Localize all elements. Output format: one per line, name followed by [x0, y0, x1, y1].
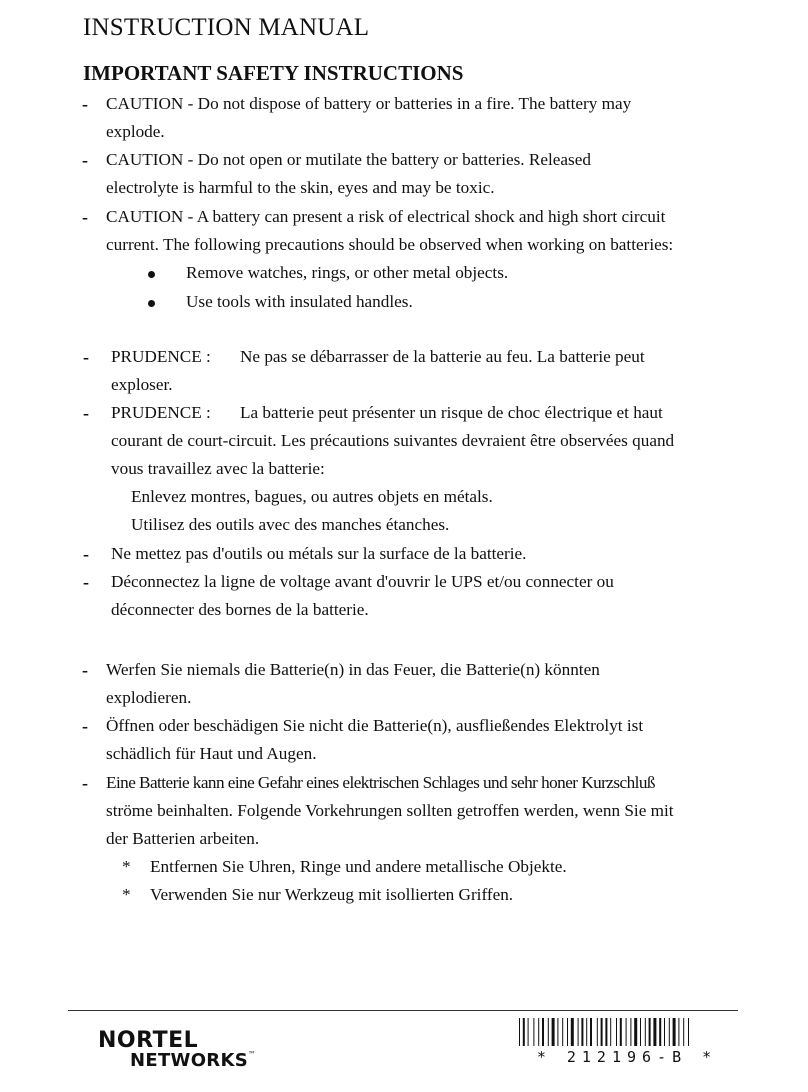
logo-wordmark-bottom-text: NETWORKS — [130, 1050, 248, 1071]
barcode-bar — [542, 1018, 544, 1046]
text-line: schädlich für Haut und Augen. — [106, 744, 317, 763]
prudence-label: PRUDENCE : — [111, 403, 211, 422]
barcode-text: * 212196-B * — [536, 1048, 718, 1066]
dash-marker: - — [82, 773, 88, 793]
section-title: IMPORTANT SAFETY INSTRUCTIONS — [83, 61, 464, 85]
barcode-bar — [519, 1018, 520, 1046]
text-line: Eine Batterie kann eine Gefahr eines elektrischen Schlages und sehr honer Kurzschluß — [106, 773, 655, 792]
text-line: Déconnectez la ligne de voltage avant d'ouvrir le UPS et/ou connecter ou — [111, 572, 614, 591]
dash-marker: - — [83, 403, 89, 423]
barcode-bar — [673, 1018, 676, 1046]
barcode-bar — [523, 1018, 525, 1046]
prudence-label: PRUDENCE : — [111, 347, 211, 366]
german-item-3 — [82, 769, 737, 853]
barcode-bar — [664, 1018, 665, 1046]
dash-marker: - — [82, 716, 88, 736]
barcode-bar — [610, 1018, 611, 1046]
dash-marker: - — [83, 572, 89, 592]
prudence-item-1 — [83, 343, 737, 399]
barcode-bar — [626, 1018, 627, 1046]
barcode-bar — [634, 1018, 637, 1046]
star-item: Verwenden Sie nur Werkzeug mit isollierten Griffen. — [150, 885, 514, 904]
trademark-symbol: ™ — [247, 1050, 257, 1059]
bullet-icon — [148, 300, 155, 307]
barcode-bar — [581, 1018, 583, 1046]
barcode — [518, 1018, 736, 1070]
dash-marker: - — [82, 94, 88, 114]
indent-item: Enlevez montres, bagues, ou autres objets en métals. — [131, 487, 493, 506]
bullet-item: Use tools with insulated handles. — [186, 292, 413, 311]
text-line: vous travaillez avec la batterie: — [111, 459, 325, 478]
barcode-bar — [578, 1018, 579, 1046]
barcode-bar — [557, 1018, 558, 1046]
text-line: CAUTION - Do not open or mutilate the battery or batteries. Released — [106, 150, 591, 169]
footer-rule — [68, 1010, 738, 1011]
barcode-bar — [567, 1018, 568, 1046]
indent-item: Utilisez des outils avec des manches étanches. — [131, 515, 450, 534]
text-line: La batterie peut présenter un risque de choc électrique et haut — [240, 403, 663, 422]
dash-marker: - — [83, 347, 89, 367]
dash-marker: - — [82, 660, 88, 680]
star-marker: * — [122, 885, 131, 904]
text-line: explode. — [106, 122, 165, 141]
barcode-bar — [645, 1018, 646, 1046]
text-line: Ne mettez pas d'outils ou métals sur la surface de la batterie. — [111, 544, 527, 563]
barcode-bar — [678, 1018, 679, 1046]
barcode-bar — [586, 1018, 587, 1046]
text-line: der Batterien arbeiten. — [106, 829, 260, 848]
dash-marker: - — [83, 544, 89, 564]
german-item-1 — [82, 656, 737, 712]
logo-wordmark-top: NORTEL — [98, 1028, 199, 1053]
text-line: Öffnen oder beschädigen Sie nicht die Batterie(n), ausfließendes Elektrolyt ist — [106, 716, 644, 735]
barcode-bar — [528, 1018, 529, 1046]
barcode-bar — [630, 1018, 631, 1046]
barcode-bar — [683, 1018, 684, 1046]
barcode-bar — [605, 1018, 607, 1046]
text-line: Werfen Sie niemals die Batterie(n) in das Feuer, die Batterie(n) könnten — [106, 660, 600, 679]
dash-marker: - — [82, 207, 88, 227]
barcode-bar — [649, 1018, 651, 1046]
barcode-bar — [571, 1018, 574, 1046]
prudence-item-2 — [83, 399, 737, 483]
german-item-2 — [82, 712, 737, 768]
caution-item-1 — [82, 90, 737, 146]
text-line: CAUTION - Do not dispose of battery or batteries in a fire. The battery may — [106, 94, 632, 113]
barcode-bar — [653, 1018, 656, 1046]
barcode-bar — [601, 1018, 603, 1046]
prudence-item-4 — [83, 568, 737, 624]
caution-item-2 — [82, 146, 737, 202]
barcode-bar — [597, 1018, 598, 1046]
text-line: déconnecter des bornes de la batterie. — [111, 600, 369, 619]
barcode-bar — [562, 1018, 563, 1046]
bullet-icon — [148, 271, 155, 278]
barcode-bar — [616, 1018, 617, 1046]
logo-wordmark-bottom — [130, 1050, 256, 1071]
bullet-item: Remove watches, rings, or other metal objects. — [186, 263, 509, 282]
barcode-bar — [669, 1018, 670, 1046]
barcode-bar — [548, 1018, 549, 1046]
text-line: electrolyte is harmful to the skin, eyes and may be toxic. — [106, 178, 495, 197]
barcode-bars-icon — [518, 1018, 736, 1046]
barcode-bar — [538, 1018, 539, 1046]
barcode-bar — [688, 1018, 689, 1046]
barcode-bar — [620, 1018, 622, 1046]
text-line: ströme beinhalten. Folgende Vorkehrungen sollten getroffen werden, wenn Sie mit — [106, 801, 674, 820]
nortel-networks-logo — [98, 1028, 268, 1074]
star-marker: * — [122, 857, 131, 876]
barcode-bar — [552, 1018, 555, 1046]
text-line: CAUTION - A battery can present a risk of electrical shock and high short circuit — [106, 207, 666, 226]
barcode-bar — [640, 1018, 641, 1046]
text-line: exploser. — [111, 375, 173, 394]
text-line: courant de court-circuit. Les précautions suivantes devraient être observées quand — [111, 431, 675, 450]
text-line: explodieren. — [106, 688, 192, 707]
dash-marker: - — [82, 150, 88, 170]
prudence-item-3 — [83, 540, 737, 568]
caution-item-3 — [82, 203, 737, 259]
barcode-bar — [659, 1018, 661, 1046]
text-line: current. The following precautions should be observed when working on batteries: — [106, 235, 674, 254]
manual-title: INSTRUCTION MANUAL — [83, 14, 370, 41]
text-line: Ne pas se débarrasser de la batterie au feu. La batterie peut — [240, 347, 645, 366]
barcode-bar — [590, 1018, 592, 1046]
star-item: Entfernen Sie Uhren, Ringe und andere metallische Objekte. — [150, 857, 567, 876]
barcode-bar — [533, 1018, 534, 1046]
